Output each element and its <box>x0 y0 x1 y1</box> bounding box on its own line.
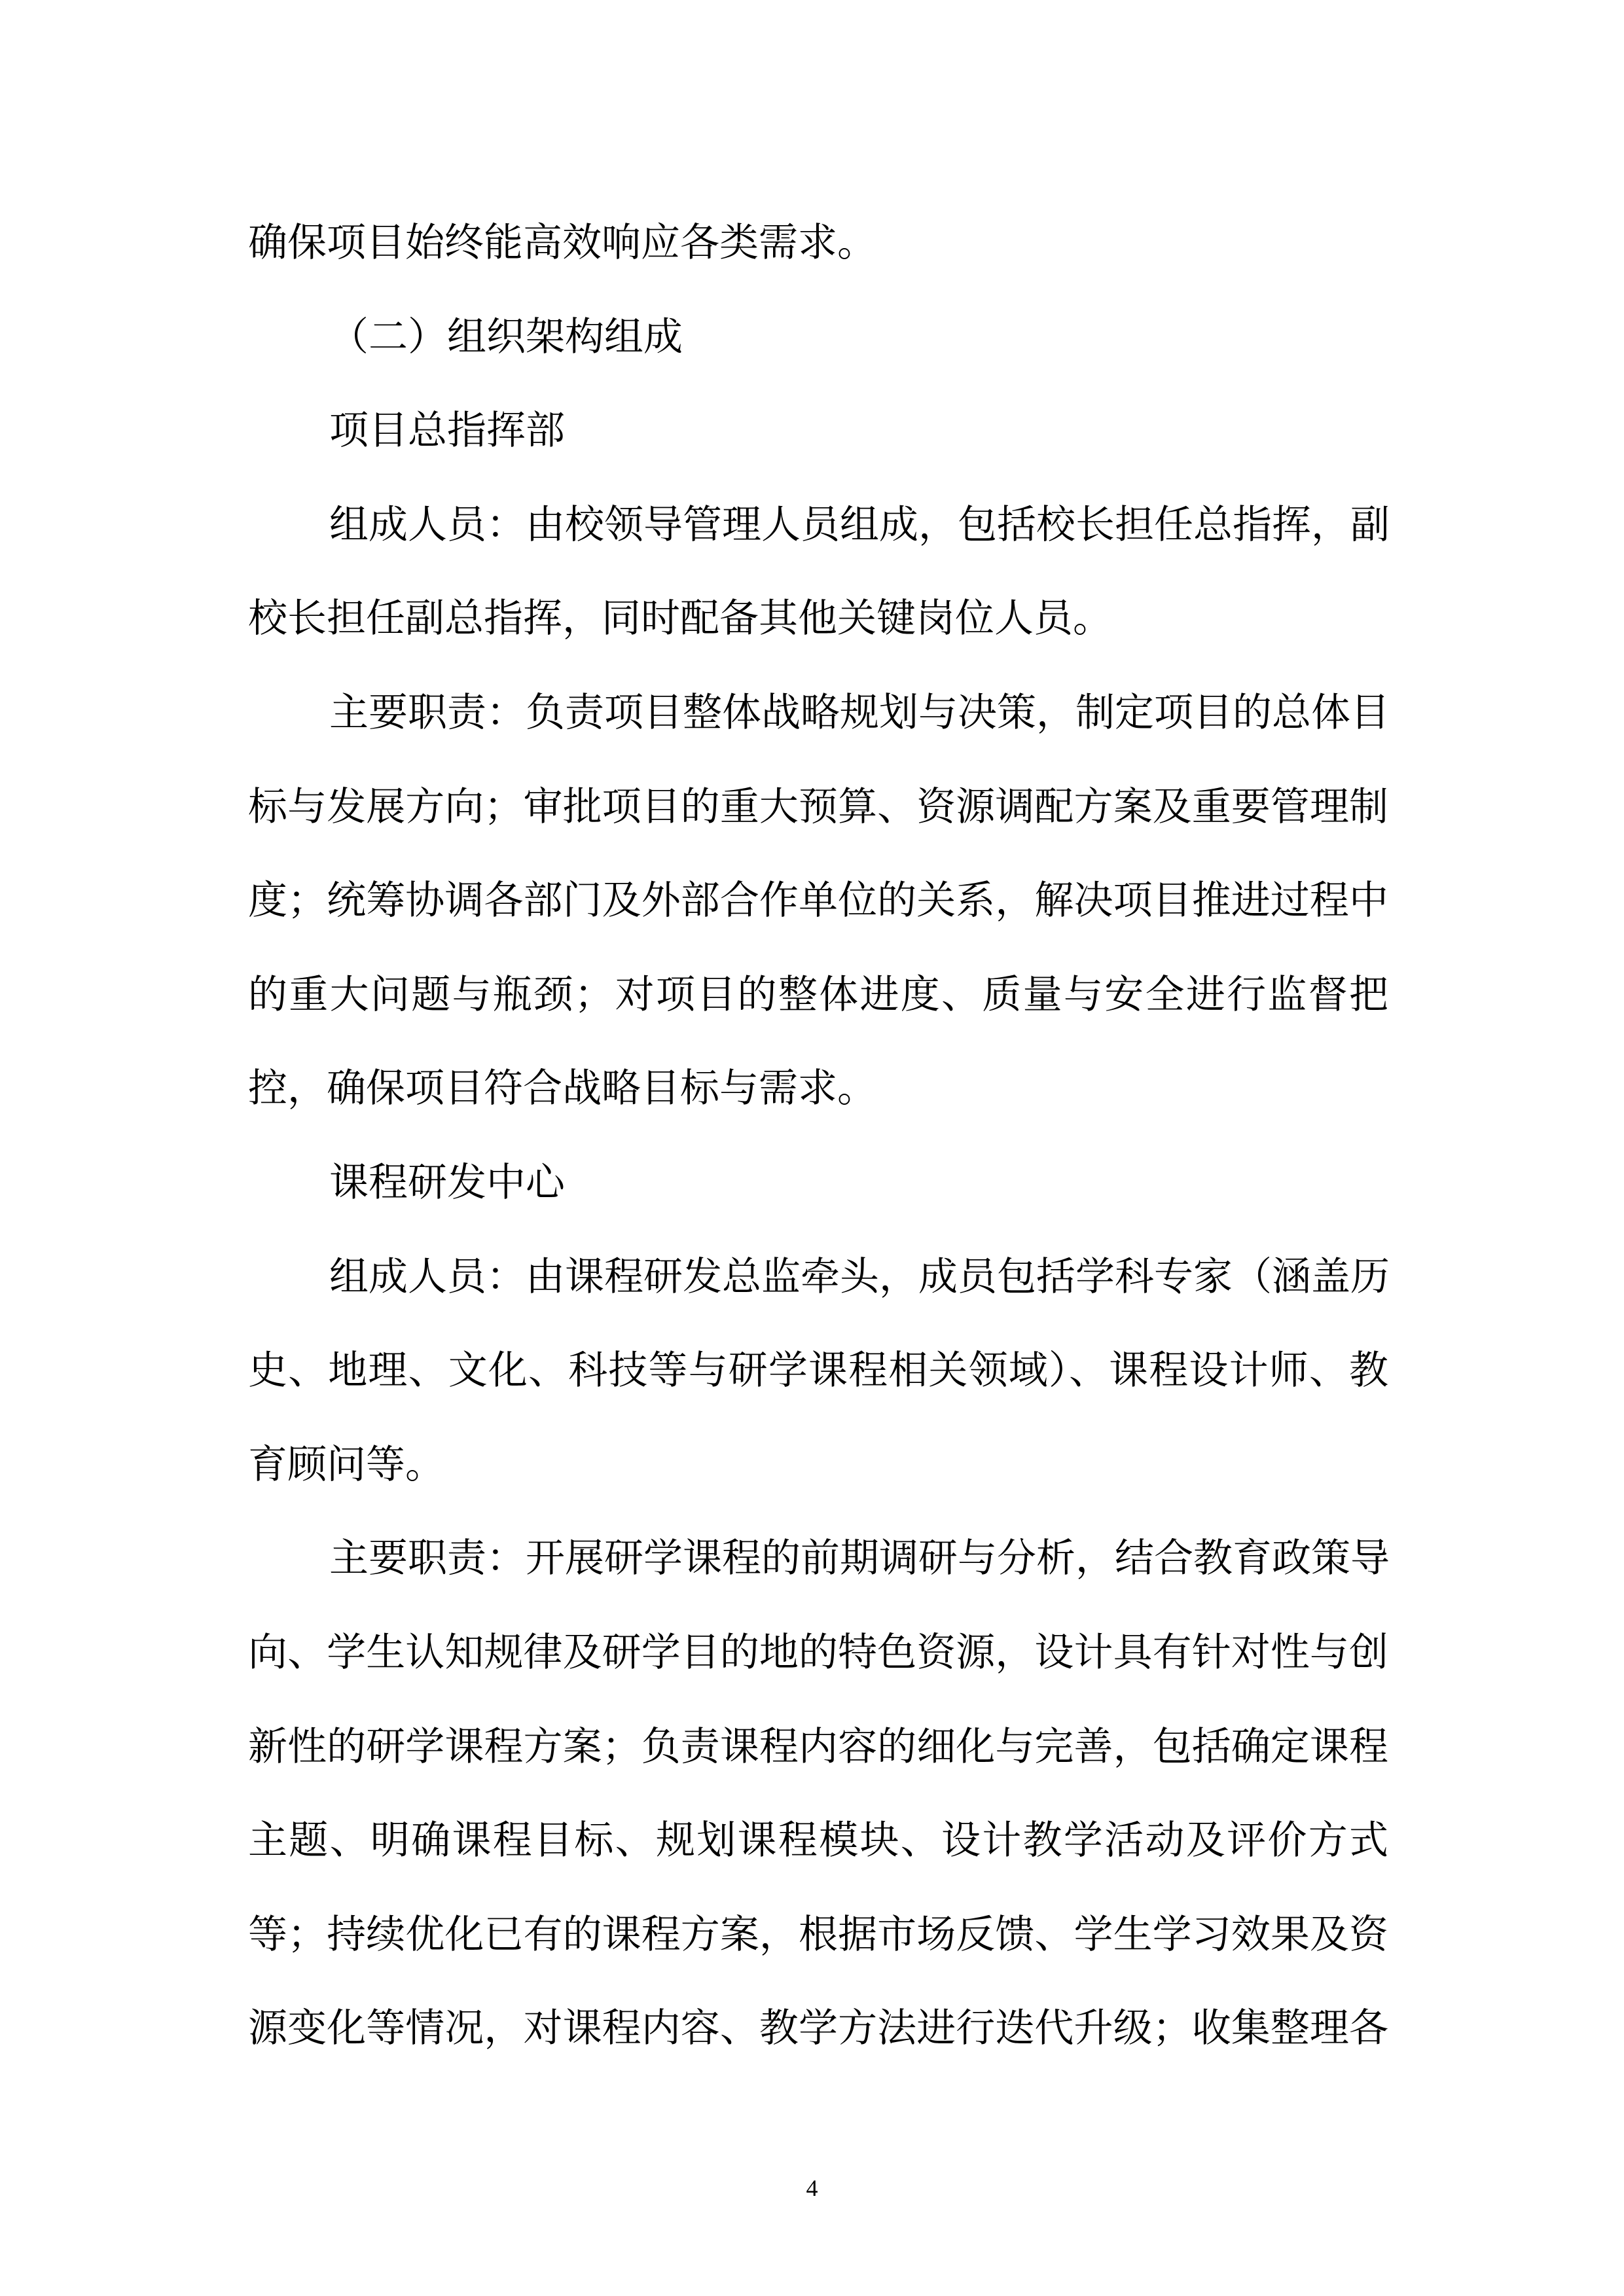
text-line: 确保项目始终能高效响应各类需求。 <box>248 220 876 266</box>
text-line: 源变化等情况，对课程内容、教学方法进行迭代升级；收集整理各 <box>248 2005 1388 2052</box>
text-line: 向、学生认知规律及研学目的地的特色资源，设计具有针对性与创 <box>248 1629 1388 1676</box>
text-line: 新性的研学课程方案；负责课程内容的细化与完善，包括确定课程 <box>248 1723 1388 1770</box>
text-line: 控，确保项目符合战略目标与需求。 <box>248 1066 876 1112</box>
text-line: 度；统筹协调各部门及外部合作单位的关系，解决项目推进过程中 <box>248 878 1388 924</box>
text-line: 项目总指挥部 <box>329 408 565 454</box>
page-number: 4 <box>806 2175 818 2201</box>
text-line: 组成人员：由校领导管理人员组成，包括校长担任总指挥，副 <box>329 501 1390 548</box>
text-line: 主要职责：开展研学课程的前期调研与分析，结合教育政策导 <box>329 1535 1390 1582</box>
text-line: （二）组织架构组成 <box>329 314 683 360</box>
text-line: 等；持续优化已有的课程方案，根据市场反馈、学生学习效果及资 <box>248 1911 1388 1958</box>
text-line: 的重大问题与瓶颈；对项目的整体进度、质量与安全进行监督把 <box>248 971 1388 1018</box>
text-line: 主题、明确课程目标、规划课程模块、设计教学活动及评价方式 <box>248 1818 1388 1864</box>
text-line: 育顾问等。 <box>248 1441 444 1488</box>
text-line: 主要职责：负责项目整体战略规划与决策，制定项目的总体目 <box>329 689 1390 736</box>
text-line: 组成人员：由课程研发总监牵头，成员包括学科专家（涵盖历 <box>329 1253 1390 1300</box>
text-line: 校长担任副总指挥，同时配备其他关键岗位人员。 <box>248 596 1112 642</box>
document-body <box>248 196 1388 2076</box>
text-line: 标与发展方向；审批项目的重大预算、资源调配方案及重要管理制 <box>248 783 1388 830</box>
text-line: 课程研发中心 <box>329 1159 565 1206</box>
text-line: 史、地理、文化、科技等与研学课程相关领域）、课程设计师、教 <box>248 1348 1388 1394</box>
